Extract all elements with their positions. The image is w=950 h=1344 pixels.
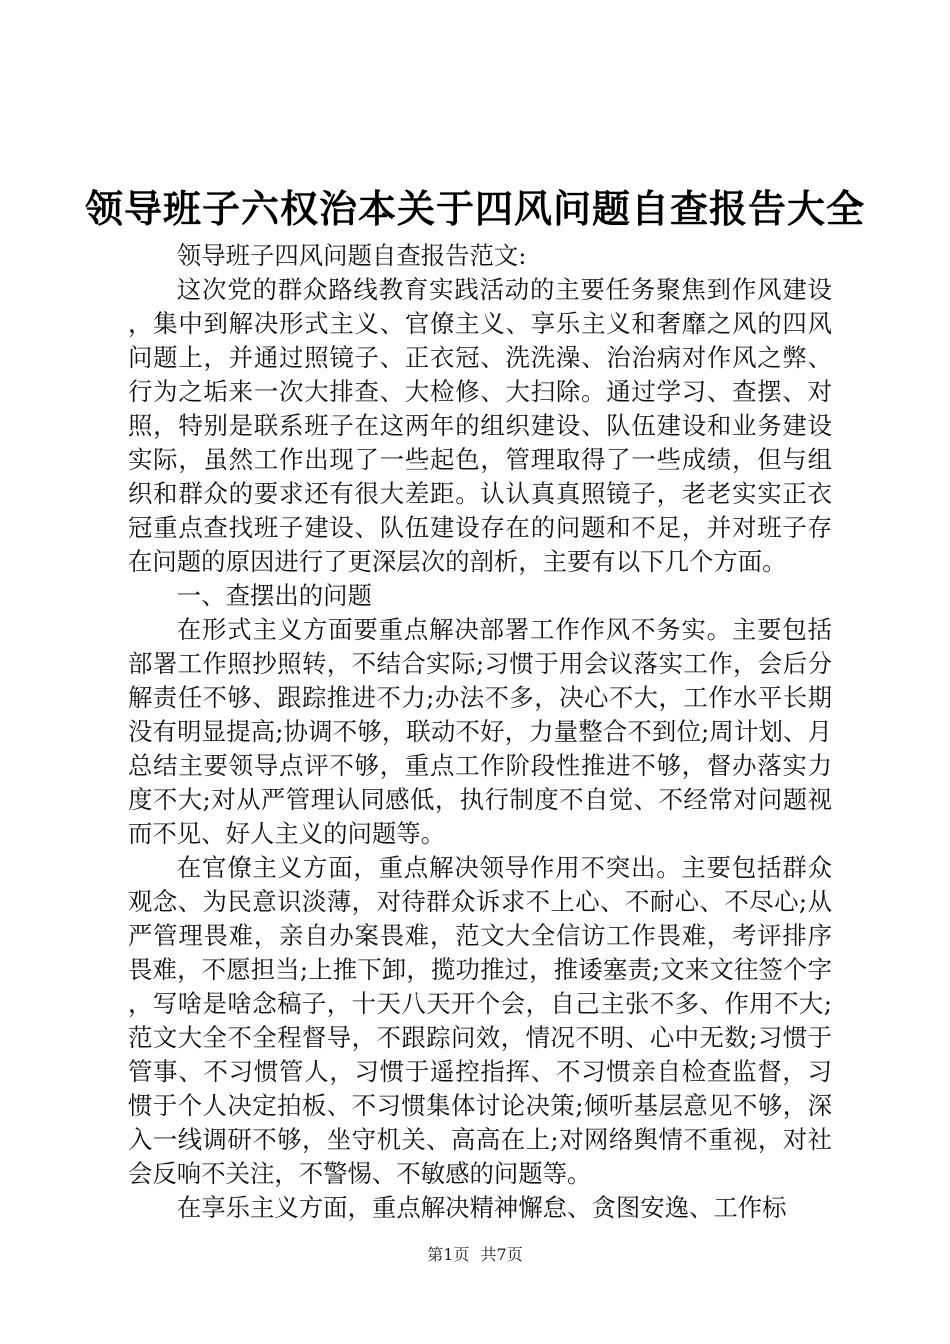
document-body: [128, 239, 832, 1225]
page-number: 第1页: [427, 1245, 470, 1264]
page-footer: [0, 1244, 950, 1266]
document-title: 领导班子六权治本关于四风问题自查报告大全: [84, 186, 865, 231]
paragraph-bureaucracy: 在官僚主义方面，重点解决领导作用不突出。主要包括群众观念、为民意识淡薄，对待群众诉求不上心、不耐心、不尽心;从严管理畏难，亲自办案畏难，范文大全信访工作畏难，考评排序畏难，不愿担当;上推下卸，揽功推过，推诿塞责;文来文往签个字，写啥是啥念稿子，十天八天开个会，自己主张不多、作用不大;范文大全不全程督导，不跟踪问效，情况不明、心中无数;习惯于管事、不习惯管人，习惯于遥控指挥、不习惯亲自检查监督，习惯于个人决定拍板、不习惯集体讨论决策;倾听基层意见不够，深入一线调研不够，坐守机关、高高在上;对网络舆情不重视，对社会反响不关注，不警惕、不敏感的问题等。: [128, 853, 832, 1188]
paragraph-intro-label: 领导班子四风问题自查报告范文:: [176, 241, 527, 270]
section-heading: 一、查摆出的问题: [176, 581, 372, 610]
paragraph-overview: 这次党的群众路线教育实践活动的主要任务聚焦到作风建设，集中到解决形式主义、官僚主义、享乐主义和奢靡之风的四风问题上，并通过照镜子、正衣冠、洗洗澡、治治病对作风之弊、行为之垢来一次大排查、大检修、大扫除。通过学习、查摆、对照，特别是联系班子在这两年的组织建设、队伍建设和业务建设实际，虽然工作出现了一些起色，管理取得了一些成绩，但与组织和群众的要求还有很大差距。认认真真照镜子，老老实实正衣冠重点查找班子建设、队伍建设存在的问题和不足，并对班子存在问题的原因进行了更深层次的剖析，主要有以下几个方面。: [128, 275, 832, 576]
page-total: 共7页: [480, 1245, 523, 1264]
paragraph-hedonism: 在享乐主义方面，重点解决精神懈怠、贪图安逸、工作标: [176, 1193, 787, 1222]
paragraph-formalism: 在形式主义方面要重点解决部署工作作风不务实。主要包括部署工作照抄照转，不结合实际;习惯于用会议落实工作，会后分解责任不够、跟踪推进不力;办法不多，决心不大，工作水平长期没有明显提高;协调不够，联动不好，力量整合不到位;周计划、月总结主要领导点评不够，重点工作阶段性推进不够，督办落实力度不大;对从严管理认同感低，执行制度不自觉、不经常对问题视而不见、好人主义的问题等。: [128, 615, 832, 848]
